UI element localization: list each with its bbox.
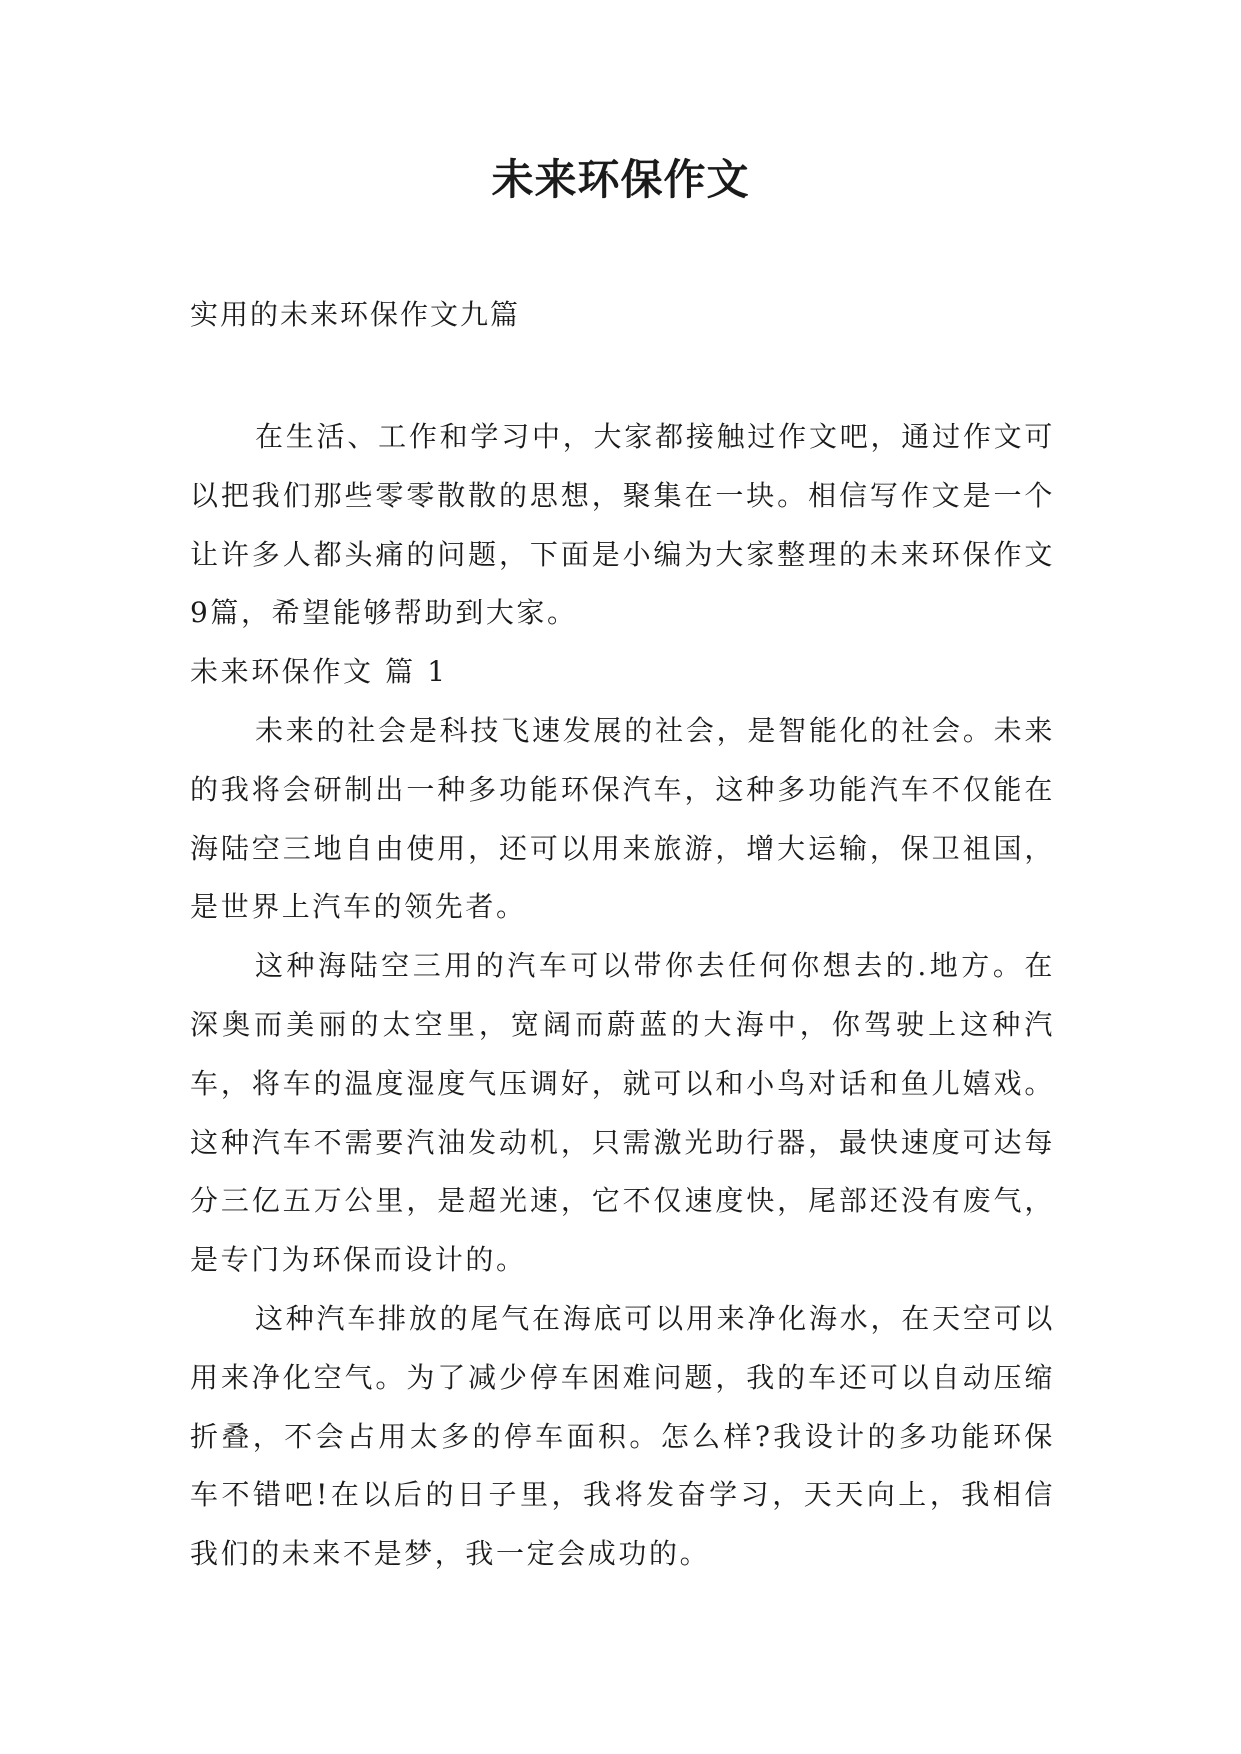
intro-paragraph: 在生活、工作和学习中，大家都接触过作文吧，通过作文可以把我们那些零零散散的思想，聚集在一块。相信写作文是一个让许多人都头痛的问题，下面是小编为大家整理的未来环保作文9篇，希望能够帮助到大家。 <box>190 420 1055 630</box>
document-subtitle: 实用的未来环保作文九篇 <box>190 298 521 331</box>
body-paragraph: 这种汽车排放的尾气在海底可以用来净化海水，在天空可以用来净化空气。为了减少停车困难问题，我的车还可以自动压缩折叠，不会占用太多的停车面积。怎么样?我设计的多功能环保车不错吧!在以后的日子里，我将发奋学习，天天向上，我相信我们的未来不是梦，我一定会成功的。 <box>190 1301 1055 1571</box>
document-title: 未来环保作文 <box>491 155 750 204</box>
section-heading: 未来环保作文 篇 1 <box>190 655 448 689</box>
body-paragraph: 这种海陆空三用的汽车可以带你去任何你想去的.地方。在深奥而美丽的太空里，宽阔而蔚蓝的大海中，你驾驶上这种汽车，将车的温度湿度气压调好，就可以和小鸟对话和鱼儿嬉戏。这种汽车不需要汽油发动机，只需激光助行器，最快速度可达每分三亿五万公里，是超光速，它不仅速度快，尾部还没有废气，是专门为环保而设计的。 <box>190 949 1055 1277</box>
body-paragraph: 未来的社会是科技飞速发展的社会，是智能化的社会。未来的我将会研制出一种多功能环保汽车，这种多功能汽车不仅能在海陆空三地自由使用，还可以用来旅游，增大运输，保卫祖国，是世界上汽车的领先者。 <box>190 713 1055 924</box>
document-body <box>190 408 1055 1584</box>
